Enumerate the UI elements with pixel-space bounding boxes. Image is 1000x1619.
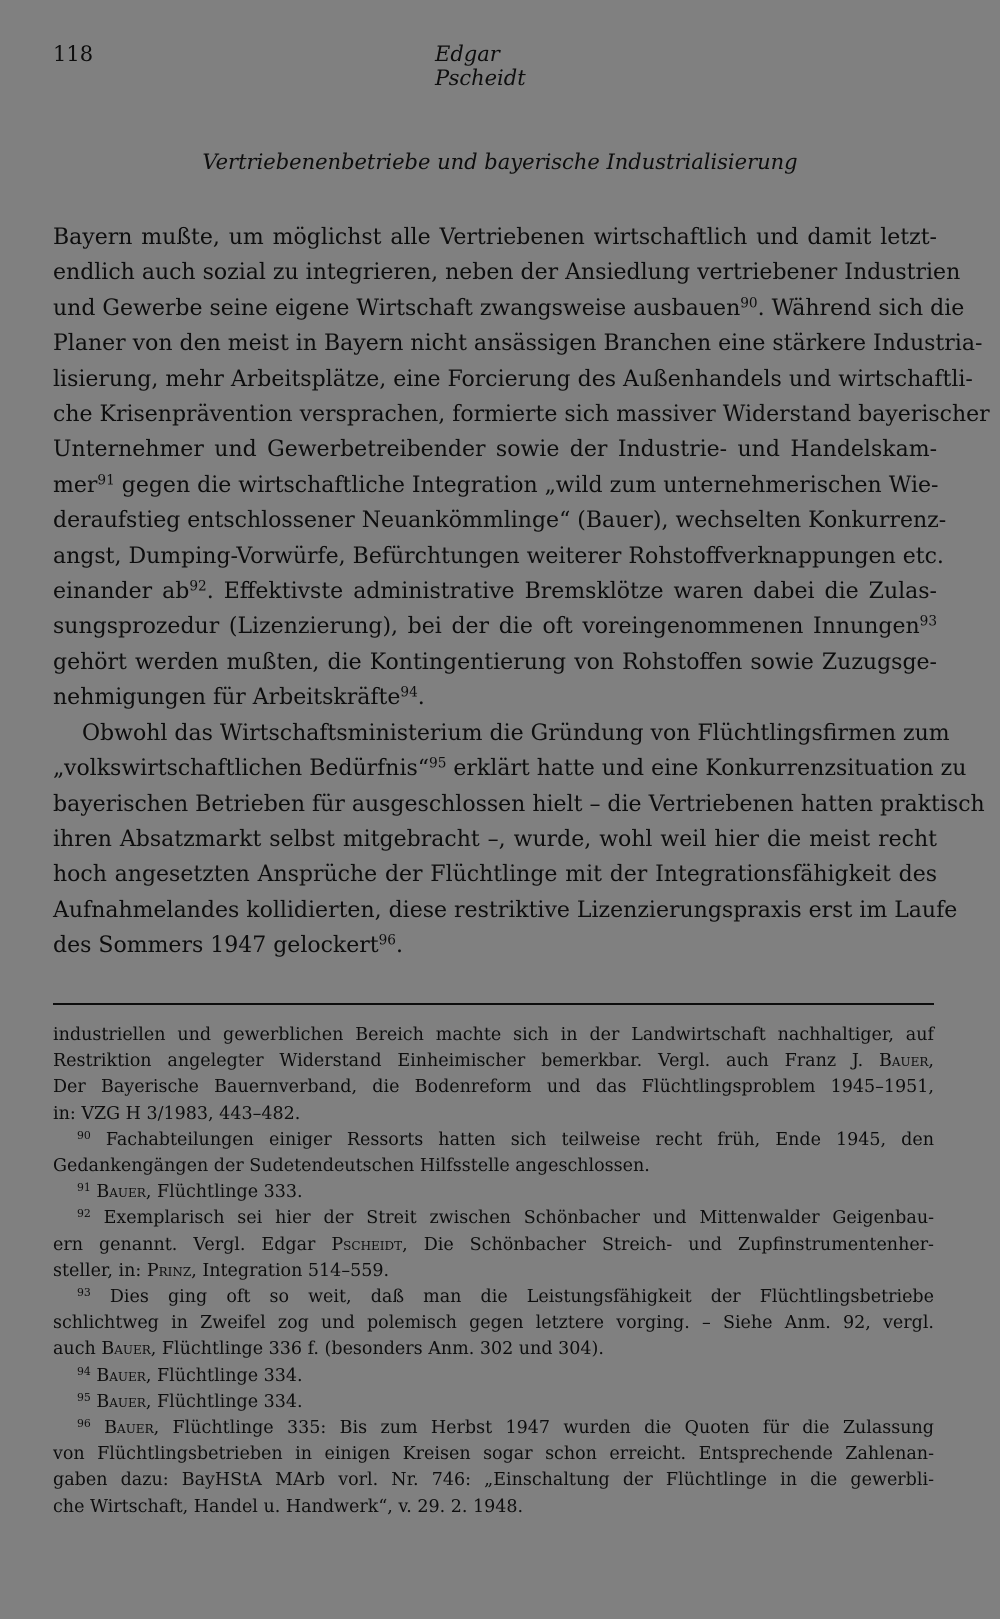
footnote-92 [53,1205,934,1284]
footnote-divider [53,1003,934,1005]
footnote-line: in: VZG H 3/1983, 443–482. [53,1103,301,1124]
text-line: Unternehmer und Gewerbetreibender sowie der Industrie- und Handelskam- [53,437,937,463]
text-line: deraufstieg entschlossener Neuankömmlinge“ (Bauer), wechselten Konkurrenz- [53,508,947,534]
author-name: Bauer [96,1365,146,1386]
footnote-line: $^{93}$ Dies ging oft so weit, daß man die Leistungsfähigkeit der Flüchtlingsbetriebe [77,1286,934,1308]
footnote-line: steller, in: Prinz, Integration 514–559. [53,1260,390,1281]
text-line: Planer von den meist in Bayern nicht ansässigen Branchen eine stärkere Industria- [53,331,983,357]
footnote-number: 93 [77,1286,91,1300]
footnote-line: $^{94}$ Bauer, Flüchtlinge 334. [77,1364,303,1386]
text-line: Bayern mußte, um möglichst alle Vertriebenen wirtschaftlich und damit letzt- [53,225,937,250]
footnote-line: $^{96}$ Bauer, Flüchtlinge 335: Bis zum Herbst 1947 wurden die Quoten für die Zulassung [77,1417,934,1439]
section-title: Vertriebenenbetriebe und bayerische Industrialisierung [202,150,798,174]
running-head: Edgar Pscheidt [435,42,526,90]
footnote-line: $^{95}$ Bauer, Flüchtlinge 334. [77,1390,303,1412]
footnote-line: $^{91}$ Bauer, Flüchtlinge 333. [77,1181,303,1203]
text-line: hoch angesetzten Ansprüche der Flüchtlinge mit der Integrationsfähigkeit des [53,862,937,888]
footnote-line: $^{90}$ Fachabteilungen einiger Ressorts hatten sich teilweise recht früh, Ende 1945, den [77,1128,934,1150]
text-line: und Gewerbe seine eigene Wirtschaft zwangsweise ausbauen$^{90}$. Während sich die [53,295,965,321]
paragraph [53,220,990,716]
footnote-ref: 90 [740,295,758,312]
footnote-96 [53,1415,934,1520]
author-name: Prinz [146,1260,192,1281]
footnote-ref: 92 [189,578,207,595]
text-line: angst, Dumping-Vorwürfe, Befürchtungen weiterer Rohstoffverknappungen etc. [53,543,944,569]
footnote-line: industriellen und gewerblichen Bereich machte sich in der Landwirtschaft nachhaltiger, auf [53,1025,934,1045]
footnote-number: 96 [77,1417,91,1431]
footnote-ref: 95 [429,755,447,772]
text-line: „volkswirtschaftlichen Bedürfnis“$^{95}$ erklärt hatte und eine Konkurrenzsituation zu [53,755,967,782]
footnote-94 [53,1363,934,1389]
footnote-line: Restriktion angelegter Widerstand Einheimischer bemerkbar. Vergl. auch Franz J. Bauer, [53,1051,934,1072]
footnote-93 [53,1284,934,1363]
author-name: Bauer [96,1182,146,1203]
footnote-line: gaben dazu: BayHStA MArb vorl. Nr. 746: „Einschaltung der Flüchtlinge in die gewerbli- [53,1470,934,1491]
text-line: einander $ab^{92}$. Effektivste administrative Bremsklötze waren dabei die Zulas- [53,578,937,605]
author-name: Bauer [101,1339,151,1360]
footnote-line: von Flüchtlingsbetrieben in einigen Kreisen sogar schon erreicht. Entsprechende Zahlenan- [53,1444,934,1465]
text-line: sungsprozedur (Lizenzierung), bei der die oft voreingenommenen Innungen$^{93}$ [53,613,937,640]
author-name: Bauer [96,1391,146,1412]
footnote-ref: 96 [378,932,396,949]
footnote-line: ern genannt. Vergl. Edgar Pscheidt, Die Schönbacher Streich- und Zupfinstrumentenher- [53,1234,934,1255]
footnote-number: 90 [77,1128,91,1142]
text-line: Obwohl das Wirtschaftsministerium die Gründung von Flüchtlingsfirmen zum [82,720,950,746]
body-text [53,220,990,964]
footnote-line: Der Bayerische Bauernverband, die Bodenreform und das Flüchtlingsproblem 1945–1951, [53,1077,934,1098]
footnote-line: $^{92}$ Exemplarisch sei hier der Streit zwischen Schönbacher und Mittenwalder Geigenbau- [77,1207,934,1229]
author-name: Pscheidt [331,1234,403,1255]
text-line: lisierung, mehr Arbeitsplätze, eine Forcierung des Außenhandels und wirtschaftli- [53,366,973,392]
text-line: des Sommers 1947 gelockert$^{96}$. [53,932,403,959]
footnote-line: schlichtweg in Zweifel zog und polemisch gegen letztere vorging. – Siehe Anm. 92, vergl. [53,1313,934,1334]
footnote-ref: 91 [97,472,115,489]
paragraph [53,716,985,964]
author-name: Bauer [878,1051,929,1072]
footnote-number: 94 [77,1364,91,1378]
footnote-line: che Wirtschaft, Handel u. Handwerk“, v. 29. 2. 1948. [53,1496,524,1517]
author-name: Bauer [104,1418,154,1439]
footnote-90 [53,1127,934,1179]
text-line: nehmigungen für Arbeitskräfte$^{94}$. [53,684,425,711]
text-line: ihren Absatzmarkt selbst mitgebracht –, wurde, wohl weil hier die meist recht [53,826,937,852]
text-line: bayerischen Betrieben für ausgeschlossen hielt – die Vertriebenen hatten praktisch [53,791,985,817]
text-line: gehört werden mußten, die Kontingentierung von Rohstoffen sowie Zuzugsge- [53,649,937,675]
footnote-95 [53,1389,934,1415]
page-number: 118 [53,42,94,66]
text-line: mer$^{91}$ gegen die wirtschaftliche Integration „wild zum unternehmerischen Wie- [53,472,939,498]
text-line: endlich auch sozial zu integrieren, neben der Ansiedlung vertriebener Industrien [53,260,961,286]
footnote-number: 91 [77,1181,91,1195]
footnote-line: auch Bauer, Flüchtlinge 336 f. (besonders Anm. 302 und 304). [53,1339,604,1360]
footnote-continued [53,1022,934,1127]
footnote-ref: 94 [400,684,418,701]
footnotes [53,1022,934,1520]
text-line: Aufnahmelandes kollidierten, diese restriktive Lizenzierungspraxis erst im Laufe [53,897,958,923]
text-line: che Krisenprävention versprachen, formierte sich massiver Widerstand bayerischer [53,402,990,428]
footnote-ref: 93 [919,613,937,630]
footnote-number: 92 [77,1207,91,1221]
footnote-91 [53,1179,934,1205]
footnote-number: 95 [77,1390,91,1404]
footnote-line: Gedankengängen der Sudetendeutschen Hilfsstelle angeschlossen. [53,1156,650,1177]
